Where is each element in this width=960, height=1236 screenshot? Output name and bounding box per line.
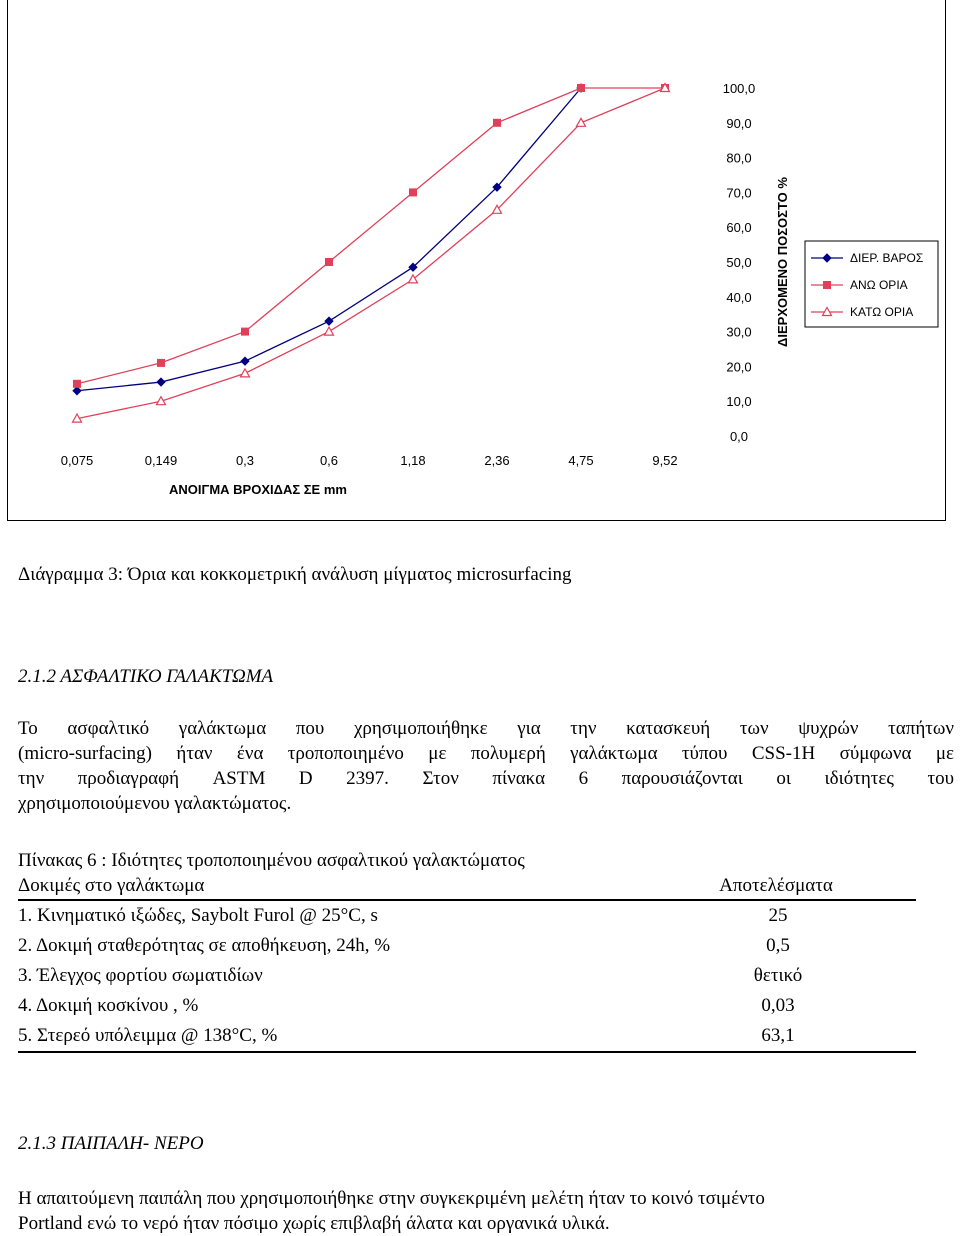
table-row — [18, 901, 916, 931]
square-marker — [326, 259, 333, 266]
test-result: θετικό — [753, 965, 803, 986]
test-name: 1. Κινηματικό ιξώδες, Saybolt Furol @ 25°C, s — [18, 905, 378, 926]
y-tick-label: 90,0 — [726, 115, 752, 131]
table-header — [18, 873, 916, 901]
y-tick-label: 100,0 — [722, 81, 756, 96]
square-marker — [578, 85, 585, 92]
series-line — [77, 88, 665, 384]
x-tick-label: 2,36 — [484, 453, 510, 468]
paragraph-line: χρησιμοποιούμενου γαλακτώματος. — [18, 793, 292, 814]
table-body — [18, 901, 916, 1053]
y-tick-label: 20,0 — [726, 359, 752, 375]
paragraph-filler-water — [18, 1186, 954, 1236]
legend-label: ΔΙΕΡ. ΒΑΡΟΣ — [850, 251, 924, 265]
table-row — [18, 1021, 916, 1051]
legend-label: ΑΝΩ ΟΡΙΑ — [850, 278, 908, 292]
paragraph-line: Το ασφαλτικό γαλάκτωμα που χρησιμοποιήθηκε για την κατασκευή των ψυχρών ταπήτων — [18, 718, 954, 739]
y-tick-label: 10,0 — [726, 394, 752, 410]
x-tick-label: 0,075 — [60, 453, 94, 468]
header-tests: Δοκιμές στο γαλάκτωμα — [18, 875, 205, 896]
y-tick-label: 50,0 — [726, 255, 752, 270]
properties-table — [18, 848, 916, 1053]
x-tick-label: 0,149 — [144, 453, 178, 468]
test-result: 63,1 — [761, 1025, 795, 1046]
test-name: 4. Δοκιμή κοσκίνου , % — [18, 995, 199, 1016]
legend-label: ΚΑΤΩ ΟΡΙΑ — [850, 305, 914, 319]
square-marker — [494, 119, 501, 126]
y-tick-label: 0,0 — [729, 429, 749, 444]
triangle-marker — [325, 327, 334, 335]
section-title-emulsion: 2.1.2 ΑΣΦΑΛΤΙΚΟ ΓΑΛΑΚΤΩΜΑ — [18, 666, 274, 687]
test-name: 5. Στερεό υπόλειμμα @ 138°C, % — [18, 1025, 278, 1046]
chart-frame — [7, 0, 946, 521]
series-line — [77, 88, 581, 391]
paragraph-line: (micro-surfacing) ήταν ένα τροποποιημένο με πολυμερή γαλάκτωμα τύπου CSS-1H σύμφωνα με — [18, 743, 954, 764]
x-tick-label: 4,75 — [568, 453, 594, 468]
y-axis-title: ΔΙΕΡΧΟΜΕΝΟ ΠΟΣΟΣΤΟ % — [775, 177, 790, 347]
diamond-marker — [325, 317, 333, 325]
table-caption: Πίνακας 6 : Ιδιότητες τροποποιημένου ασφαλτικού γαλακτώματος — [18, 850, 525, 871]
diamond-marker — [73, 387, 81, 395]
paragraph-line: Η απαιτούμενη παιπάλη που χρησιμοποιήθηκε στην συγκεκριμένη μελέτη ήταν το κοινό τσιμέντο — [18, 1188, 765, 1209]
table-row — [18, 961, 916, 991]
section-title-filler-water: 2.1.3 ΠΑΙΠΑΛΗ- ΝΕΡΟ — [18, 1133, 204, 1154]
triangle-marker — [577, 118, 586, 126]
diamond-marker — [241, 357, 249, 365]
paragraph-emulsion — [18, 716, 954, 816]
square-marker — [74, 380, 81, 387]
square-marker — [158, 359, 165, 366]
x-tick-label: 0,6 — [319, 453, 339, 468]
paragraph-line: την προδιαγραφή ASTM D 2397. Στον πίνακα 6 παρουσιάζονται οι ιδιότητες του — [18, 768, 954, 789]
series-line — [77, 88, 665, 419]
grading-chart — [8, 0, 947, 521]
table-row — [18, 931, 916, 961]
x-tick-label: 0,3 — [235, 453, 255, 468]
x-axis-title: ΑΝΟΙΓΜΑ ΒΡΟΧΙΔΑΣ ΣΕ mm — [169, 482, 347, 497]
x-tick-label: 1,18 — [400, 453, 426, 468]
square-marker — [410, 189, 417, 196]
y-tick-label: 60,0 — [726, 220, 752, 236]
diamond-marker — [157, 378, 165, 386]
test-result: 25 — [768, 905, 788, 926]
y-tick-label: 80,0 — [726, 150, 752, 166]
test-name: 2. Δοκιμή σταθερότητας σε αποθήκευση, 24h, % — [18, 935, 391, 956]
square-marker — [242, 328, 249, 335]
table-row — [18, 991, 916, 1021]
square-marker — [824, 282, 831, 289]
y-tick-label: 30,0 — [726, 324, 752, 340]
triangle-marker — [241, 369, 250, 377]
test-name: 3. Έλεγχος φορτίου σωματιδίων — [18, 965, 263, 986]
y-tick-label: 70,0 — [726, 185, 752, 201]
y-tick-label: 40,0 — [726, 289, 752, 305]
header-results: Αποτελέσματα — [719, 875, 833, 896]
x-tick-label: 9,52 — [652, 453, 678, 468]
test-result: 0,03 — [761, 995, 795, 1016]
figure-caption: Διάγραμμα 3: Όρια και κοκκομετρική ανάλυση μίγματος microsurfacing — [18, 564, 572, 585]
paragraph-line: Portland ενώ το νερό ήταν πόσιμο χωρίς επιβλαβή άλατα και οργανικά υλικά. — [18, 1213, 610, 1234]
test-result: 0,5 — [766, 935, 790, 956]
